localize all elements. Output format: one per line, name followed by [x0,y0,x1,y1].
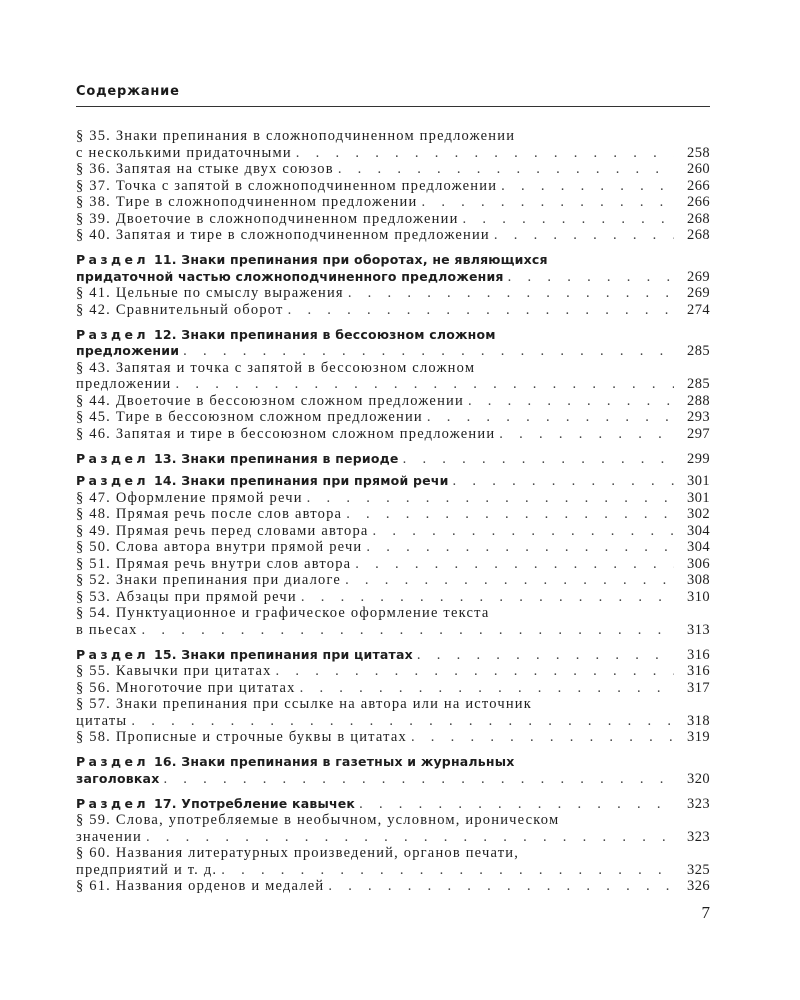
dot-leader [176,376,675,393]
dot-leader [307,490,674,507]
page-ref: 323 [687,828,710,845]
dot-leader [403,451,674,468]
page-header [76,84,710,107]
toc-entry-54[interactable]: в пьесах . . . 313 [76,622,710,639]
toc-entry-36[interactable]: § 36. Запятая на стыке двух союзов . . . 260 [76,161,710,178]
toc-entry-38[interactable]: § 38. Тире в сложноподчиненном предложении . . . 266 [76,194,710,211]
toc-entry-56[interactable]: § 56. Многоточие при цитатах . . . 317 [76,680,710,697]
page-ref: 260 [687,161,710,177]
toc-entry-61[interactable]: § 61. Названия орденов и медалей . . . 326 [76,878,710,895]
toc-entry-60-line1[interactable]: § 60. Названия литературных произведений, органов печати, [76,845,520,861]
dot-leader [163,771,674,788]
toc-entry-39[interactable]: § 39. Двоеточие в сложноподчиненном предложении . . . 268 [76,211,710,228]
dot-leader [494,227,674,244]
toc-entry-47[interactable]: § 47. Оформление прямой речи . . . 301 [76,490,710,507]
table-of-contents [76,128,710,895]
dot-leader [421,194,674,211]
toc-section-17[interactable]: Раздел 17. Употребление кавычек . . . 323 [76,796,710,813]
page-ref: 302 [687,506,710,522]
dot-leader [142,622,674,639]
page-ref: 319 [687,729,710,745]
page-ref: 304 [687,539,710,555]
dot-leader [359,796,674,813]
page-ref: 313 [687,621,710,638]
dot-leader [183,343,674,360]
toc-entry-35[interactable]: с несколькими придаточными . . . 258 [76,145,710,162]
toc-entry-58[interactable]: § 58. Прописные и строчные буквы в цитатах . . . 319 [76,729,710,746]
toc-entry-57-line1[interactable]: § 57. Знаки препинания при ссылке на автора или на источник [76,696,532,712]
toc-section-13[interactable]: Раздел 13. Знаки препинания в периоде . . . 299 [76,451,710,468]
dot-leader [338,161,674,178]
page-ref: 318 [687,712,710,729]
toc-section-16-line1[interactable]: Раздел 16. Знаки препинания в газетных и журнальных [76,754,515,769]
dot-leader [345,572,674,589]
page-ref: 325 [687,861,710,878]
toc-entry-51[interactable]: § 51. Прямая речь внутри слов автора . . . 306 [76,556,710,573]
page-ref: 266 [687,194,710,210]
toc-entry-43-line1[interactable]: § 43. Запятая и точка с запятой в бессоюзном сложном [76,359,476,376]
dot-leader [468,393,674,410]
toc-entry-43[interactable]: предложении . . . 285 [76,376,710,393]
dot-leader [463,211,674,228]
dot-leader [501,178,674,195]
dot-leader [355,556,674,573]
toc-section-12-line1[interactable]: Раздел 12. Знаки препинания в бессоюзном сложном [76,326,496,342]
page-ref: 299 [687,450,710,467]
toc-entry-59[interactable]: значении . . . 323 [76,829,710,846]
toc-section-11[interactable]: придаточной частью сложноподчиненного предложения . . . 269 [76,269,710,286]
dot-leader [427,409,674,426]
page-ref: 317 [687,679,710,696]
dot-leader [417,647,674,664]
toc-section-14[interactable]: Раздел 14. Знаки препинания при прямой речи . . . 301 [76,473,710,490]
section-label: Раздел [76,326,149,342]
dot-leader [346,506,674,523]
toc-entry-41[interactable]: § 41. Цельные по смыслу выражения . . . 269 [76,285,710,302]
toc-section-15[interactable]: Раздел 15. Знаки препинания при цитатах . . . 316 [76,647,710,664]
dot-leader [301,589,674,606]
toc-entry-42[interactable]: § 42. Сравнительный оборот . . . 274 [76,302,710,319]
toc-section-16[interactable]: заголовках . . . 320 [76,771,710,788]
page-ref: 306 [687,555,710,572]
dot-leader [453,473,674,490]
dot-leader [328,878,674,895]
section-label: Раздел [76,646,149,662]
dot-leader [288,302,674,319]
dot-leader [296,145,674,162]
dot-leader [508,269,674,286]
page-ref: 288 [687,392,710,409]
page-ref: 310 [687,588,710,605]
toc-entry-55[interactable]: § 55. Кавычки при цитатах . . . 316 [76,663,710,680]
dot-leader [146,829,674,846]
toc-entry-50[interactable]: § 50. Слова автора внутри прямой речи . . . 304 [76,539,710,556]
dot-leader [373,523,674,540]
toc-section-11-line1[interactable]: Раздел 11. Знаки препинания при оборотах, не являющихся [76,252,548,267]
section-label: Раздел [76,795,149,811]
toc-entry-49[interactable]: § 49. Прямая речь перед словами автора . . . 304 [76,523,710,540]
page-number: 7 [701,903,710,922]
page-title: Содержание [76,84,180,99]
page-ref: 320 [687,770,710,787]
toc-entry-45[interactable]: § 45. Тире в бессоюзном сложном предложении . . . 293 [76,409,710,426]
dot-leader [131,713,674,730]
page-ref: 258 [687,144,710,161]
page-ref: 293 [687,409,710,425]
header-divider [76,106,710,107]
page-ref: 269 [687,268,710,285]
dot-leader [276,663,674,680]
page-ref: 316 [687,646,710,663]
dot-leader [499,426,674,443]
page-ref: 326 [687,878,710,894]
toc-entry-53[interactable]: § 53. Абзацы при прямой речи . . . 310 [76,589,710,606]
toc-entry-59-line1[interactable]: § 59. Слова, употребляемые в необычном, условном, ироническом [76,812,560,828]
page-ref: 285 [687,376,710,392]
toc-entry-35-line1[interactable]: § 35. Знаки препинания в сложноподчиненном предложении [76,128,516,144]
toc-entry-54-line1[interactable]: § 54. Пунктуационное и графическое оформление текста [76,605,490,621]
page-ref: 301 [687,489,710,506]
page-ref: 268 [687,210,710,227]
page-ref: 269 [687,285,710,301]
toc-entry-40[interactable]: § 40. Запятая и тире в сложноподчиненном предложении . . . 268 [76,227,710,244]
page-ref: 268 [687,227,710,243]
dot-leader [366,539,674,556]
dot-leader [221,862,674,879]
toc-entry-60[interactable]: предприятий и т. д. . . . 325 [76,862,710,879]
section-label: Раздел [76,252,149,267]
dot-leader [348,285,674,302]
page-ref: 266 [687,177,710,194]
page-ref: 301 [687,473,710,489]
section-label: Раздел [76,450,149,466]
dot-leader [411,729,674,746]
toc-entry-48[interactable]: § 48. Прямая речь после слов автора . . . 302 [76,506,710,523]
page-ref: 304 [687,522,710,539]
page-ref: 274 [687,301,710,318]
page-ref: 285 [687,343,710,359]
toc-entry-46[interactable]: § 46. Запятая и тире в бессоюзном сложном предложении . . . 297 [76,426,710,443]
section-label: Раздел [76,473,149,488]
toc-section-12[interactable]: предложении . . . 285 [76,343,710,360]
toc-entry-44[interactable]: § 44. Двоеточие в бессоюзном сложном предложении . . . 288 [76,393,710,410]
toc-entry-57[interactable]: цитаты . . . 318 [76,713,710,730]
toc-entry-52[interactable]: § 52. Знаки препинания при диалоге . . . 308 [76,572,710,589]
dot-leader [300,680,674,697]
page-ref: 308 [687,572,710,588]
toc-entry-37[interactable]: § 37. Точка с запятой в сложноподчиненном предложении . . . 266 [76,178,710,195]
page-ref: 316 [687,663,710,679]
page-ref: 323 [687,795,710,812]
section-label: Раздел [76,754,149,769]
page-ref: 297 [687,425,710,442]
